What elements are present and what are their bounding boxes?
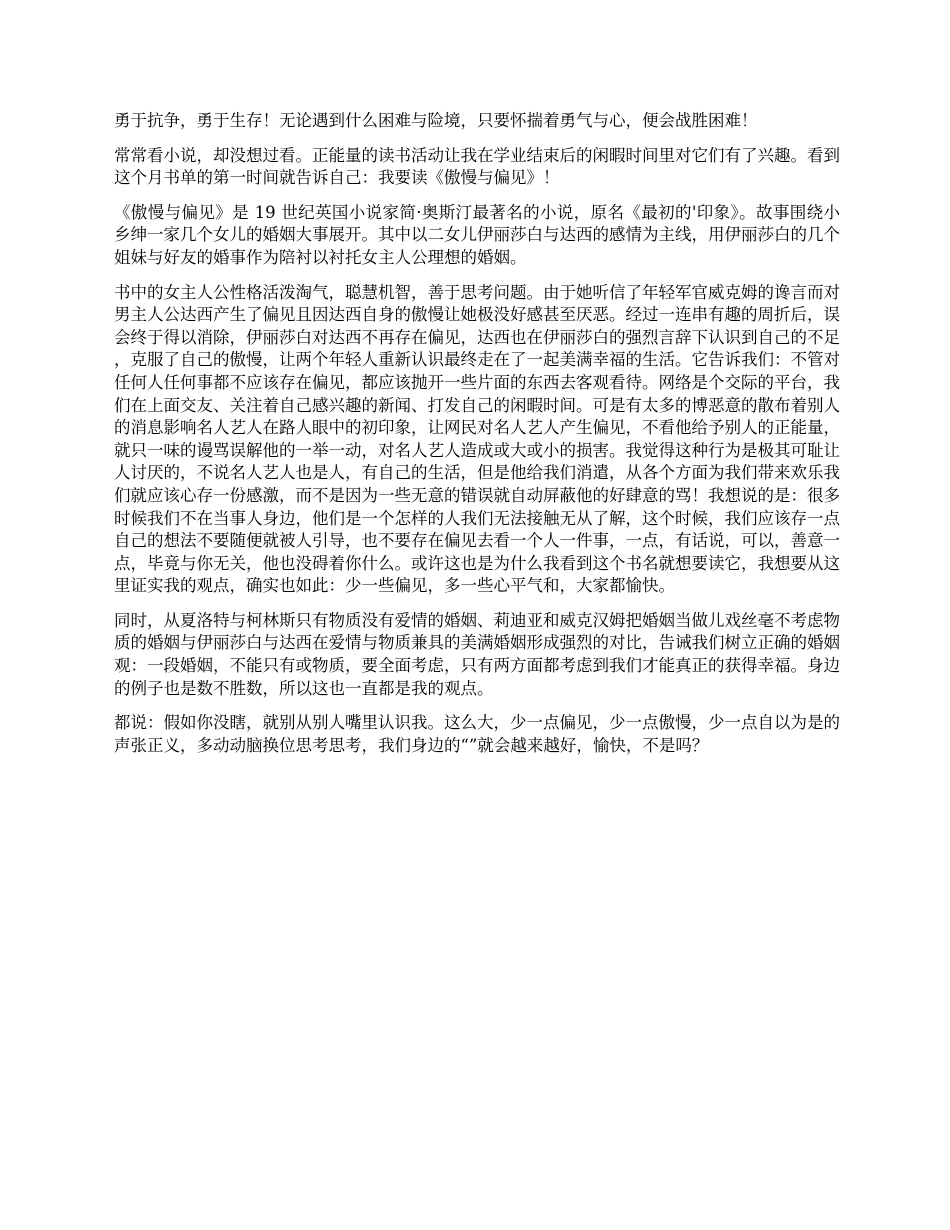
paragraph-heroine-and-prejudice: 书中的女主人公性格活泼淘气，聪慧机智，善于思考问题。由于她听信了年轻军官威克姆的谗言而对男主人公达西产生了偏见且因达西自身的傲慢让她极没好感甚至厌恶。经过一连串有趣的周折后，误会终于得以消除，伊丽莎白对达西不再存在偏见，达西也在伊丽莎白的强烈言辞下认识到自己的不足，克服了自己的傲慢，让两个年轻人重新认识最终走在了一起美满幸福的生活。它告诉我们：不管对任何人任何事都不应该存在偏见，都应该抛开一些片面的东西去客观看待。网络是个交际的平台，我们在上面交友、关注着自己感兴趣的新闻、打发自己的闲暇时间。可是有太多的博恶意的散布着别人的消息影响名人艺人在路人眼中的初印象，让网民对名人艺人产生偏见，不看他给予别人的正能量，就只一味的谩骂误解他的一举一动，对名人艺人造成或大或小的损害。我觉得这种行为是极其可耻让人讨厌的，不说名人艺人也是人，有自己的生活，但是他给我们消遣，从各个方面为我们带来欢乐我们就应该心存一份感激，而不是因为一些无意的错误就自动屏蔽他的好肆意的骂！我想说的是：很多时候我们不在当事人身边，他们是一个怎样的人我们无法接触无从了解，这个时候，我们应该存一点自己的想法不要随便就被人引导，也不要存在偏见去看一个人一件事，一点，有话说，可以，善意一点，毕竟与你无关，他也没碍着你什么。或许这也是为什么我看到这个书名就想要读它，我想要从这里证实我的观点，确实也如此：少一些偏见，多一些心平气和，大家都愉快。 bbox=[114, 282, 840, 596]
paragraph-marriage-view: 同时，从夏洛特与柯林斯只有物质没有爱情的婚姻、莉迪亚和威克汉姆把婚姻当做儿戏丝毫不考虑物质的婚姻与伊丽莎白与达西在爱情与物质兼具的美满婚姻形成强烈的对比，告诫我们树立正确的婚姻观：一段婚姻，不能只有或物质，要全面考虑，只有两方面都考虑到我们才能真正的获得幸福。身边的例子也是数不胜数，所以这也一直都是我的观点。 bbox=[114, 610, 840, 698]
paragraph-closing: 都说：假如你没瞎，就别从别人嘴里认识我。这么大，少一点偏见，少一点傲慢，少一点自以为是的声张正义，多动动脑换位思考思考，我们身边的“”就会越来越好，愉快，不是吗？ bbox=[114, 713, 840, 755]
document-body bbox=[114, 110, 840, 769]
paragraph-reading-motivation: 常常看小说，却没想过看。正能量的读书活动让我在学业结束后的闲暇时间里对它们有了兴趣。看到这个月书单的第一时间就告诉自己：我要读《傲慢与偏见》！ bbox=[114, 145, 840, 188]
paragraph-book-introduction: 《傲慢与偏见》是 19 世纪英国小说家简·奥斯汀最著名的小说，原名《最初的'印象》。故事围绕小乡绅一家几个女儿的婚姻大事展开。其中以二女儿伊丽莎白与达西的感情为主线，用伊丽莎白的几个姐妹与好友的婚事作为陪衬以衬托女主人公理想的婚姻。 bbox=[114, 202, 840, 267]
paragraph-opening-motto: 勇于抗争，勇于生存！无论遇到什么困难与险境，只要怀揣着勇气与心，便会战胜困难！ bbox=[114, 111, 758, 130]
